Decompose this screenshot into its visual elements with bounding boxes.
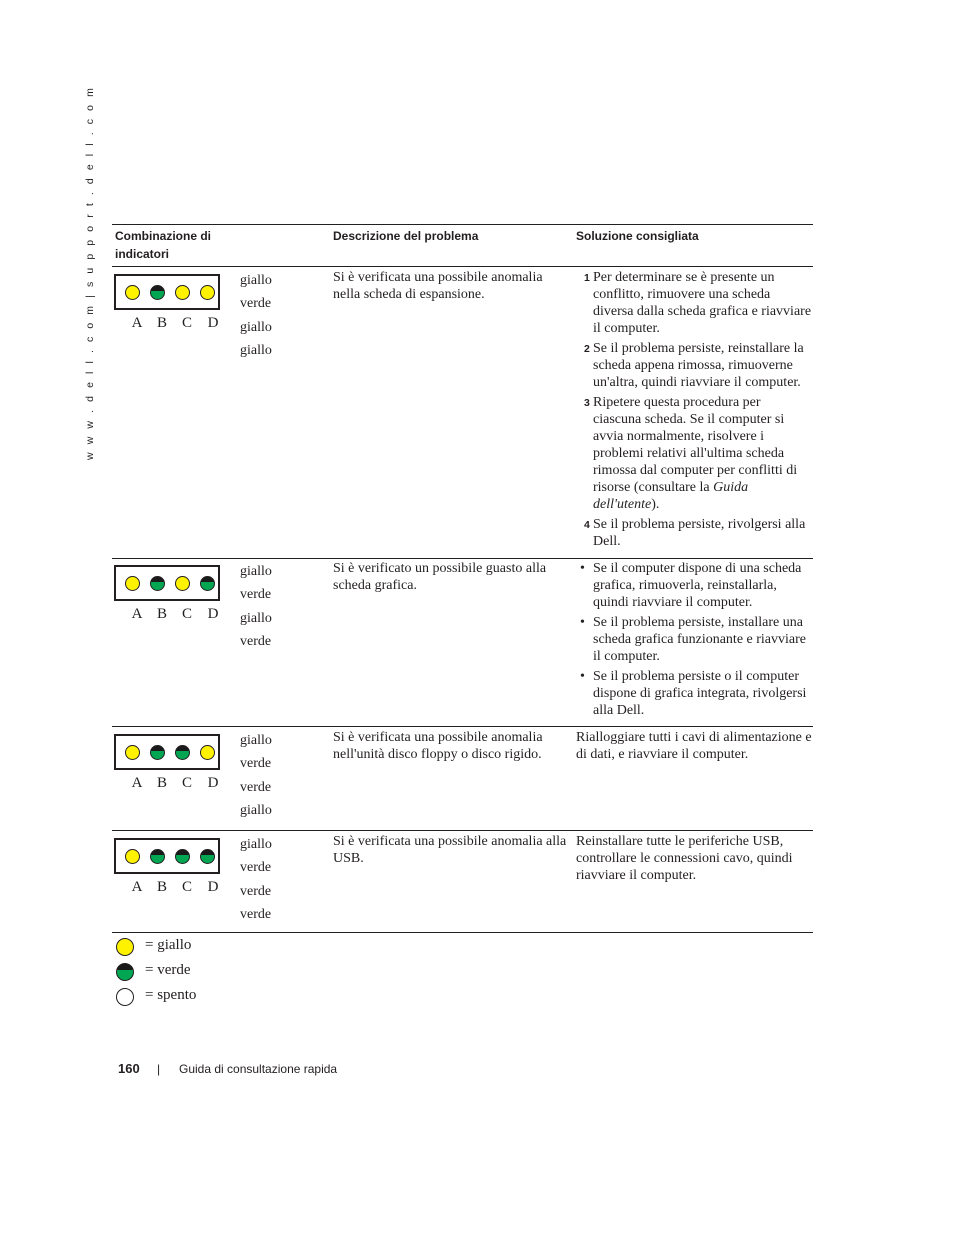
indicator-color-label: giallo [240,273,272,288]
indicator-letter: D [207,315,219,331]
indicator-colors [240,560,272,653]
row-rule [112,830,813,831]
indicator-color-label: giallo [240,610,272,626]
indicator-letter: C [181,315,192,331]
solution-item [576,340,812,391]
indicator-panel [114,734,220,770]
solution-cell [576,269,812,553]
indicator-letter: A [131,606,143,622]
bullet-icon: • [580,669,585,684]
row-rule [112,558,813,559]
indicator-color-label: verde [240,296,272,312]
solution-item [576,560,812,611]
solution-item [576,614,812,665]
problem-description: Si è verificato un possibile guasto alla scheda grafica. [333,561,547,593]
solution-item-italic: Guida dell'utente [593,480,749,512]
indicator-color-label: giallo [240,837,272,852]
solution-item-text: Per determinare se è presente un conflitto, rimuovere una scheda diversa dalla scheda grafica e riavviare il computer. [593,270,812,336]
solution-item [576,394,812,513]
solution-cell [576,560,812,722]
row-rule [112,726,813,727]
bullet-icon: • [580,561,585,576]
led-giallo-icon [200,285,215,300]
indicator-letter: D [207,879,219,895]
solution-item-text: Se il problema persiste, installare una scheda grafica funzionante e riavviare il computer. [593,615,806,664]
side-url: w w w . d e l l . c o m | s u p p o r t . d e l l . c o m [84,85,96,460]
indicator-colors [240,729,272,822]
indicator-letter: D [207,606,219,622]
led-spento-icon [116,988,134,1006]
indicator-color-label: giallo [240,564,272,579]
indicator-letter: B [156,606,167,622]
led-giallo-icon [125,745,140,760]
header-solution: Soluzione consigliata [576,229,699,243]
solution-item-text: Se il problema persiste, reinstallare la scheda appena rimossa, rimuoverne un'altra, quindi riavviare il computer. [593,341,804,390]
led-giallo-icon [125,285,140,300]
page-number: 160 [118,1061,140,1076]
problem-description: Si è verificata una possibile anomalia nella scheda di espansione. [333,270,543,302]
led-verde-icon [200,576,215,591]
indicator-color-label: verde [240,587,272,603]
step-number: 1 [584,272,590,284]
indicator-letter: C [181,606,192,622]
indicator-letter: C [181,879,192,895]
legend-label: = spento [145,987,197,1003]
indicator-panel [114,274,220,310]
indicator-letter: B [156,315,167,331]
indicator-color-label: giallo [240,319,272,335]
solution-item-text: Se il computer dispone di una scheda grafica, rimuoverla, reinstallarla, quindi riavviare il computer. [593,561,802,610]
led-giallo-icon [125,576,140,591]
problem-description: Si è verificata una possibile anomalia alla USB. [333,834,567,866]
indicator-color-label: verde [240,860,272,876]
step-number: 4 [584,519,590,531]
led-verde-icon [116,963,134,981]
indicator-letter: A [131,315,143,331]
led-verde-icon [150,576,165,591]
indicator-panel [114,565,220,601]
problem-description: Si è verificata una possibile anomalia nell'unità disco floppy o disco rigido. [333,730,543,762]
indicator-letter: C [181,775,192,791]
indicator-color-label: giallo [240,802,272,818]
indicator-panel [114,838,220,874]
solution-text: Reinstallare tutte le periferiche USB, controllare le connessioni cavo, quindi riavviare il computer. [576,834,793,883]
indicator-letter: A [131,879,143,895]
header-rule [112,266,813,267]
led-verde-icon [175,745,190,760]
solution-item [576,668,812,719]
led-verde-icon [150,849,165,864]
solution-item-text: Se il problema persiste o il computer dispone di grafica integrata, rivolgersi alla Dell. [593,669,807,718]
led-giallo-icon [200,745,215,760]
led-giallo-icon [175,285,190,300]
led-verde-icon [175,849,190,864]
indicator-color-label: verde [240,779,272,795]
led-verde-icon [150,285,165,300]
indicator-letter: B [156,775,167,791]
bullet-icon: • [580,615,585,630]
indicator-letter: D [207,775,219,791]
indicator-color-label: giallo [240,342,272,358]
indicator-color-label: verde [240,756,272,772]
solution-item [576,269,812,337]
legend-label: = giallo [145,937,192,953]
led-giallo-icon [175,576,190,591]
table-top-rule [112,224,813,225]
solution-cell [576,833,812,884]
led-giallo-icon [116,938,134,956]
led-giallo-icon [125,849,140,864]
footer-title: Guida di consultazione rapida [179,1062,338,1076]
table-bottom-rule [112,932,813,933]
header-pattern: Combinazione di indicatori [115,229,211,261]
solution-item-text: ). [651,497,660,512]
led-verde-icon [150,745,165,760]
solution-item-text: Se il problema persiste, rivolgersi alla Dell. [593,517,806,549]
led-verde-icon [200,849,215,864]
solution-cell [576,729,812,763]
indicator-letter: B [156,879,167,895]
indicator-color-label: verde [240,633,272,649]
solution-text: Rialloggiare tutti i cavi di alimentazione e di dati, e riavviare il computer. [576,730,812,762]
indicator-color-label: verde [240,906,272,922]
solution-item-text: Ripetere questa procedura per ciascuna scheda. Se il computer si avvia normalmente, risolvere i problemi relativi all'ultima scheda rimossa dal computer per conflitti di risorse (consultare la [593,395,798,495]
indicator-color-label: giallo [240,733,272,748]
indicator-letter: A [131,775,143,791]
indicator-color-label: verde [240,883,272,899]
step-number: 3 [584,397,590,409]
legend-label: = verde [145,962,191,978]
header-problem: Descrizione del problema [333,229,479,243]
solution-item [576,516,812,550]
indicator-colors [240,269,272,362]
footer-separator: | [157,1062,161,1076]
step-number: 2 [584,343,590,355]
indicator-colors [240,833,272,926]
